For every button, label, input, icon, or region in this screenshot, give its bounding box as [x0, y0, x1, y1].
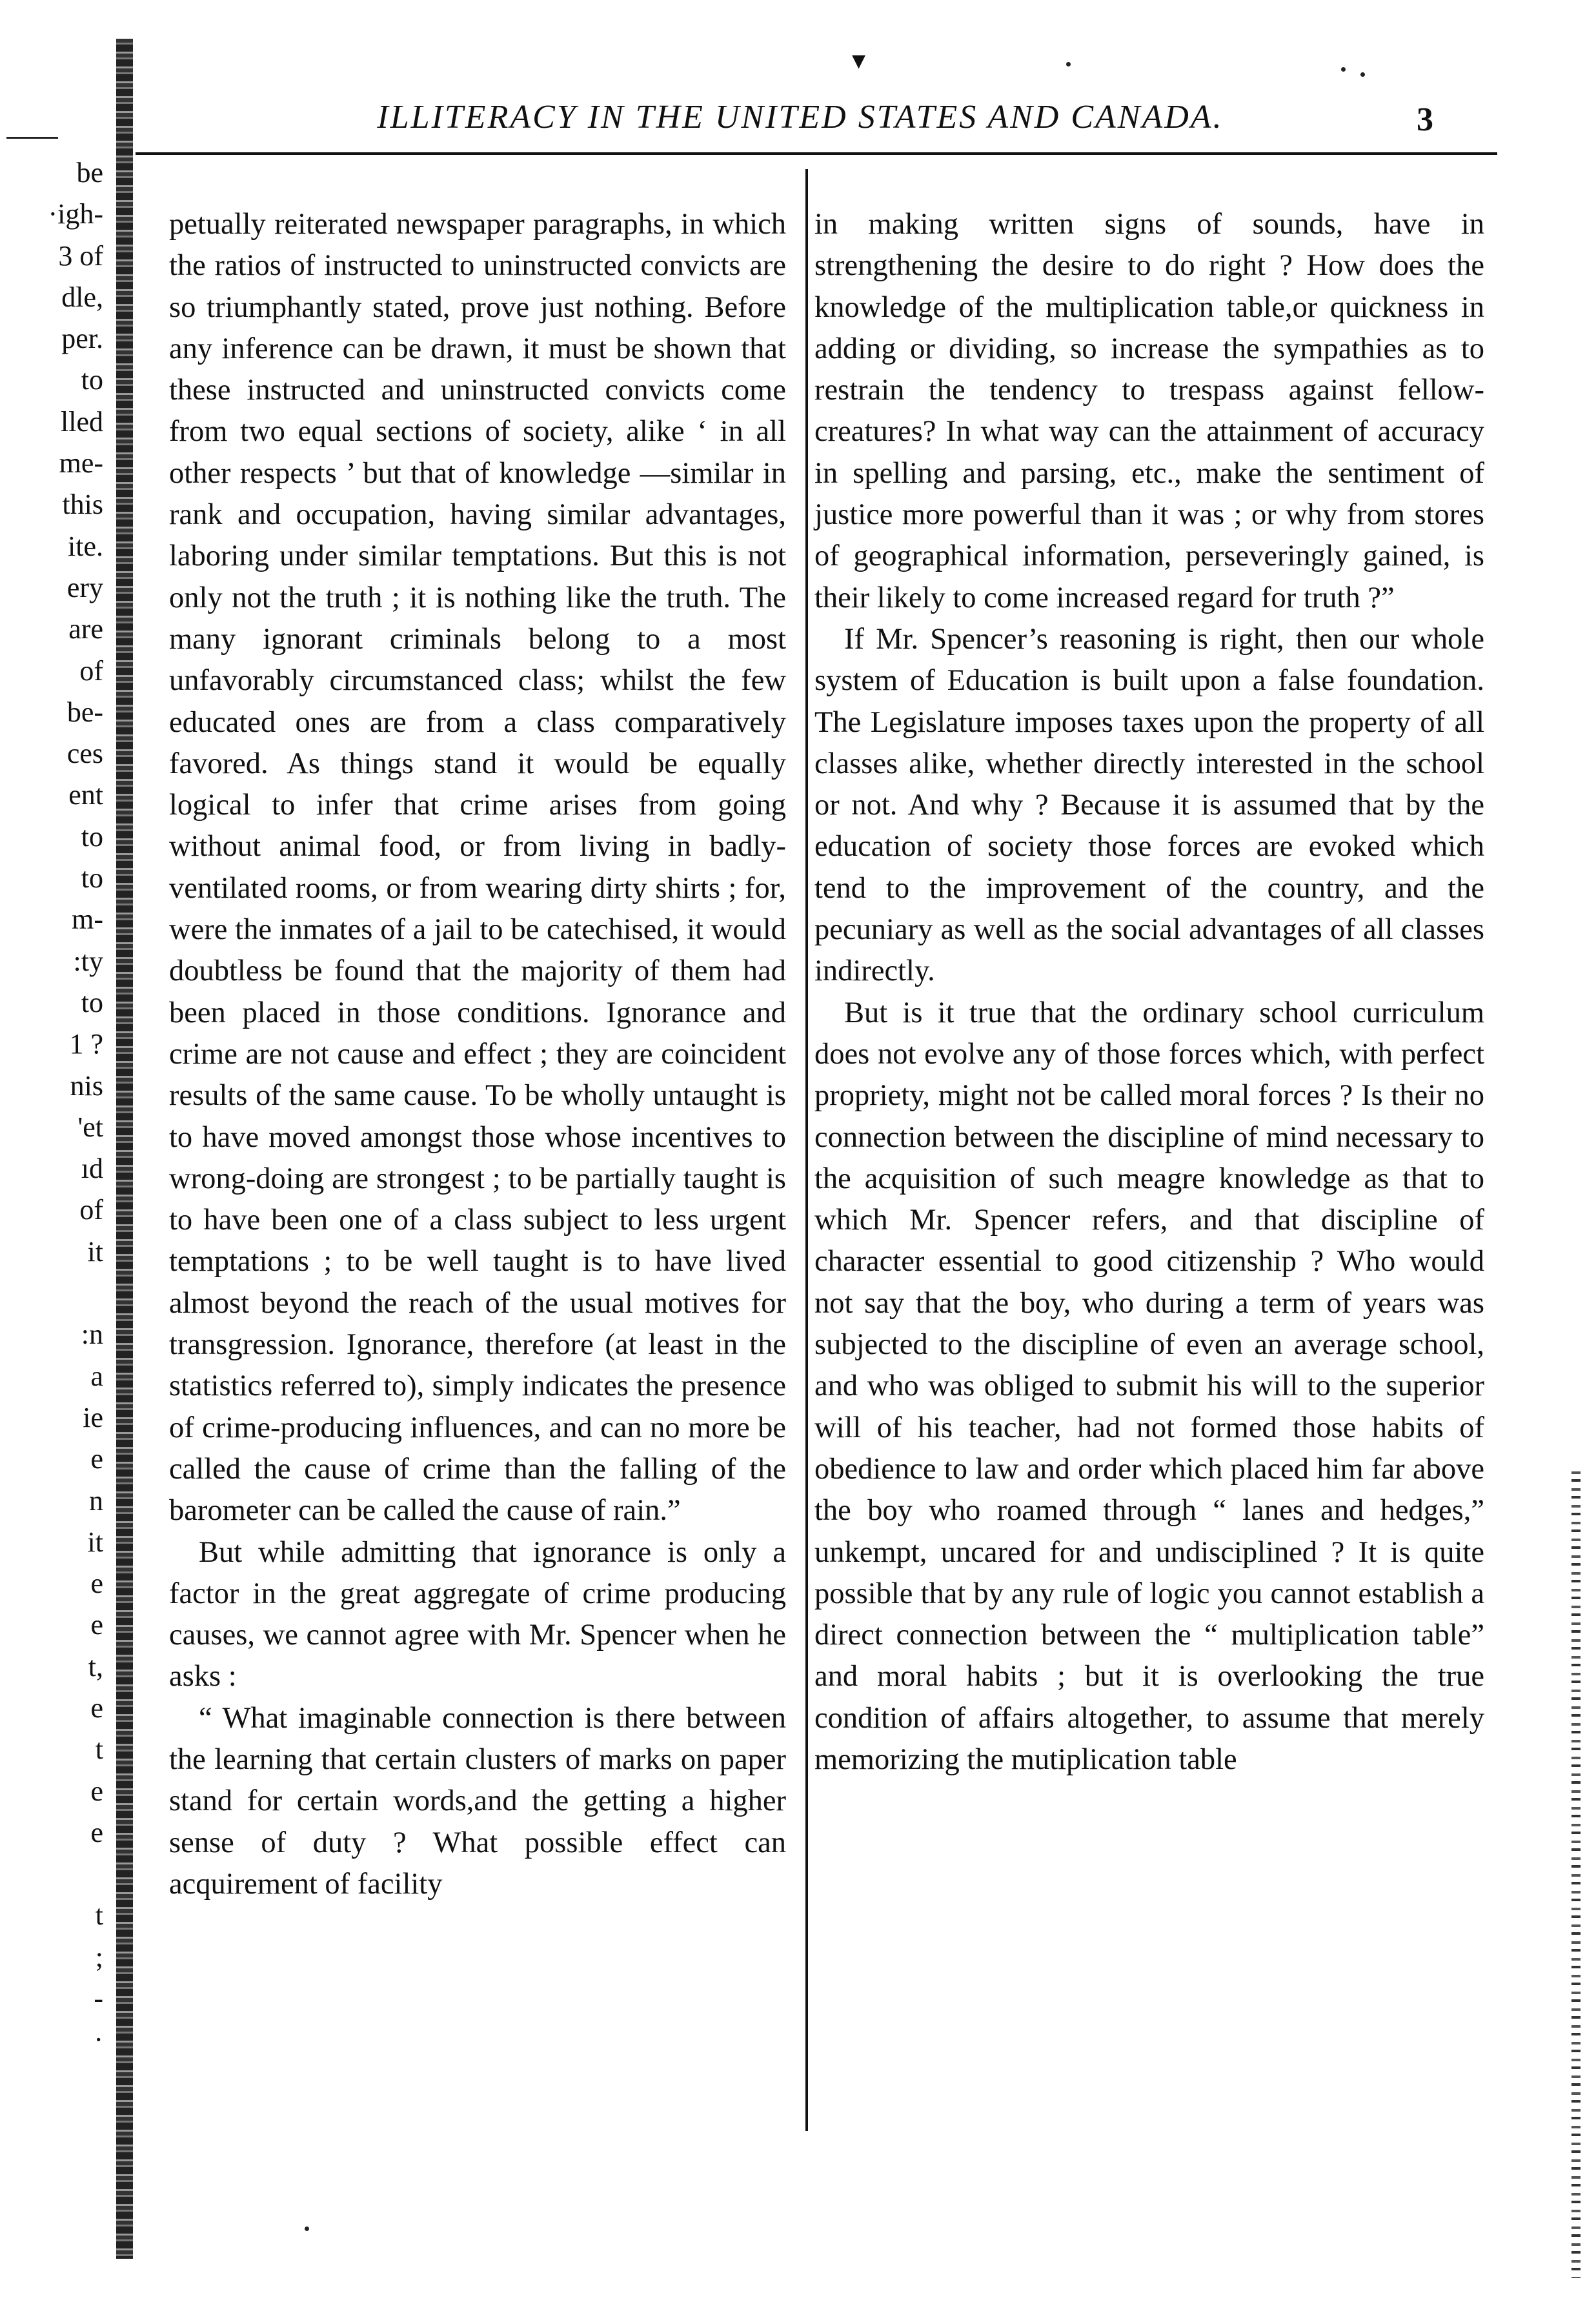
bleed-fragment: 1 ?	[69, 1028, 103, 1060]
bleed-fragment: t	[95, 1733, 103, 1766]
bleed-fragment: t,	[88, 1650, 103, 1682]
bleed-fragment: are	[68, 613, 103, 645]
paragraph: If Mr. Spencer’s reasoning is right, then our whole system of Education is built upon a false foundation. The Legislature imposes taxes upon the property of all classes alike, whether directly interested in the school or not. And why ? Because it is assumed that by the education of society those forces are evoked which tend to the improvement of the country, and the pecuniary as well as the social advantages of all classes indirectly.	[814, 622, 1484, 988]
bleed-fragment: :ty	[73, 945, 103, 977]
bleed-fragment: ·	[94, 2024, 103, 2056]
bleed-fragment: to	[81, 820, 103, 853]
paragraph: But while admitting that ignorance is only a factor in the great aggregate of crime producing causes, we cannot agree with Mr. Spencer when he asks :	[169, 1535, 786, 1693]
bleed-fragment: e	[90, 1443, 103, 1475]
bleed-fragment: e	[90, 1816, 103, 1848]
bleed-fragment: be	[76, 157, 103, 188]
bleed-fragment: of	[79, 654, 103, 687]
bleed-fragment: to	[81, 862, 103, 894]
bleed-fragment: ;	[95, 1941, 103, 1973]
bleed-fragment: ent	[68, 779, 103, 811]
paragraph: in making written signs of sounds, have in strengthening the desire to do right ? How does the knowledge of the multiplication table,or quickness in adding or dividing, so increase the sympathies as to restrain the tendency to trespass against fellow-creatures? In what way can the attainment of accuracy in spelling and parsing, etc., make the sentiment of justice more powerful than it was ; or why from stores of geographical information, perseveringly gained, is their likely to come increased regard for truth ?”	[814, 208, 1484, 614]
paragraph: “ What imaginable connection is there between the learning that certain clusters of marks on paper stand for certain words,and the getting a higher sense of duty ? What possible effect can acquirement of facility	[169, 1701, 786, 1901]
ink-speck	[1360, 72, 1365, 77]
bleed-fragment: :n	[81, 1318, 103, 1351]
header-rule	[136, 152, 1497, 155]
bleed-fragment: nis	[70, 1069, 103, 1102]
ink-speck	[1066, 62, 1071, 66]
bleed-fragment: ·igh-	[48, 198, 103, 230]
bleed-fragment: t	[95, 1899, 103, 1932]
bleed-fragment: -	[94, 1983, 103, 2015]
ink-speck	[305, 2226, 309, 2231]
bleed-fragment	[0, 1273, 103, 1314]
printer-mark: ▾	[852, 46, 866, 76]
running-title: ILLITERACY IN THE UNITED STATES AND CANADA.	[377, 99, 1224, 136]
bleed-fragment: this	[62, 489, 103, 521]
bleed-fragment: e	[90, 1609, 103, 1641]
bleed-fragment: e	[90, 1691, 103, 1724]
ink-speck	[1341, 67, 1346, 72]
bleed-fragment: ie	[83, 1401, 103, 1433]
bleed-fragment: lled	[61, 405, 103, 438]
bleed-fragment: ıd	[81, 1153, 103, 1185]
paragraph: petually reiterated newspaper paragraphs, in which the ratios of instructed to uninstructed convicts are so triumphantly stated, prove just nothing. Before any inference can be drawn, it must be shown that these instructed and uninstructed convicts come from two equal sections of society, alike ‘ in all other respects ’ but that of knowledge —similar in rank and occupation, having similar advantages, laboring under similar temptations. But this is not only not the truth ; it is nothing like the truth. The many ignorant criminals belong to a most unfavorably circumstanced class; whilst the few educated ones are from a class comparatively favored. As things stand it would be equally logical to infer that crime arises from going without animal food, or from living in badly-ventilated rooms, or from wearing dirty shirts ; for, were the inmates of a jail to be catechised, it would doubtless be found that the majority of them had been placed in those conditions. Ignorance and crime are not cause and effect ; they are coincident results of the same cause. To be wholly untaught is to have moved amongst those whose incentives to wrong-doing are strongest ; to be partially taught is to have been one of a class subject to less urgent temptations ; to be well taught is to have lived almost beyond the reach of the usual motives for transgression. Ignorance, therefore (at least in the statistics referred to), simply indicates the presence of crime-producing influences, and can no more be called the cause of crime than the falling of the barometer can be called the cause of rain.”	[169, 208, 786, 1528]
bleed-fragment: of	[79, 1194, 103, 1226]
bleed-fragment: per.	[61, 323, 103, 355]
binding-edge-left	[116, 39, 133, 2259]
bleed-fragment: dle,	[61, 281, 103, 313]
bleed-fragment: me-	[59, 447, 103, 480]
bleed-fragment: to	[81, 364, 103, 396]
bleed-fragment: ery	[66, 571, 103, 603]
page-number: 3	[1417, 101, 1433, 138]
previous-page-bleed	[0, 152, 103, 2061]
bleed-fragment: n	[89, 1484, 103, 1517]
bleed-fragment: e	[90, 1775, 103, 1807]
right-column	[814, 204, 1484, 1781]
bleed-fragment: 3 of	[58, 239, 103, 272]
bleed-fragment	[0, 1853, 103, 1895]
bleed-fragment: it	[87, 1526, 103, 1558]
left-column	[169, 204, 786, 1905]
bleed-fragment: ite.	[68, 530, 103, 562]
bleed-fragment: m-	[72, 904, 103, 936]
column-divider	[805, 169, 808, 2131]
bleed-fragment: a	[90, 1360, 103, 1392]
bleed-fragment: 'et	[77, 1111, 103, 1143]
bleed-fragment: it	[87, 1235, 103, 1267]
binding-edge-right	[1571, 1471, 1581, 2278]
bleed-fragment: e	[90, 1568, 103, 1600]
bleed-fragment: to	[81, 986, 103, 1018]
margin-rule	[6, 137, 58, 139]
paragraph: But is it true that the ordinary school curriculum does not evolve any of those forces which, with perfect propriety, might not be called moral forces ? Is their no connection between the discipline of mind necessary to the acquisition of such meagre knowledge as that to which Mr. Spencer refers, and that discipline of character essential to good citizenship ? Who would not say that the boy, who during a term of years was subjected to the discipline of even an average school, and who was obliged to submit his will to the superior will of his teacher, had not formed those habits of obedience to law and order which placed him far above the boy who roamed through “ lanes and hedges,” unkempt, uncared for and undisciplined ? It is quite possible that by any rule of logic you cannot establish a direct connection between the “ multiplication table” and moral habits ; but it is overlooking the true condition of affairs altogether, to assume that merely memorizing the mutiplication table	[814, 996, 1484, 1776]
bleed-fragment: be-	[66, 696, 103, 728]
bleed-fragment: ces	[66, 738, 103, 770]
